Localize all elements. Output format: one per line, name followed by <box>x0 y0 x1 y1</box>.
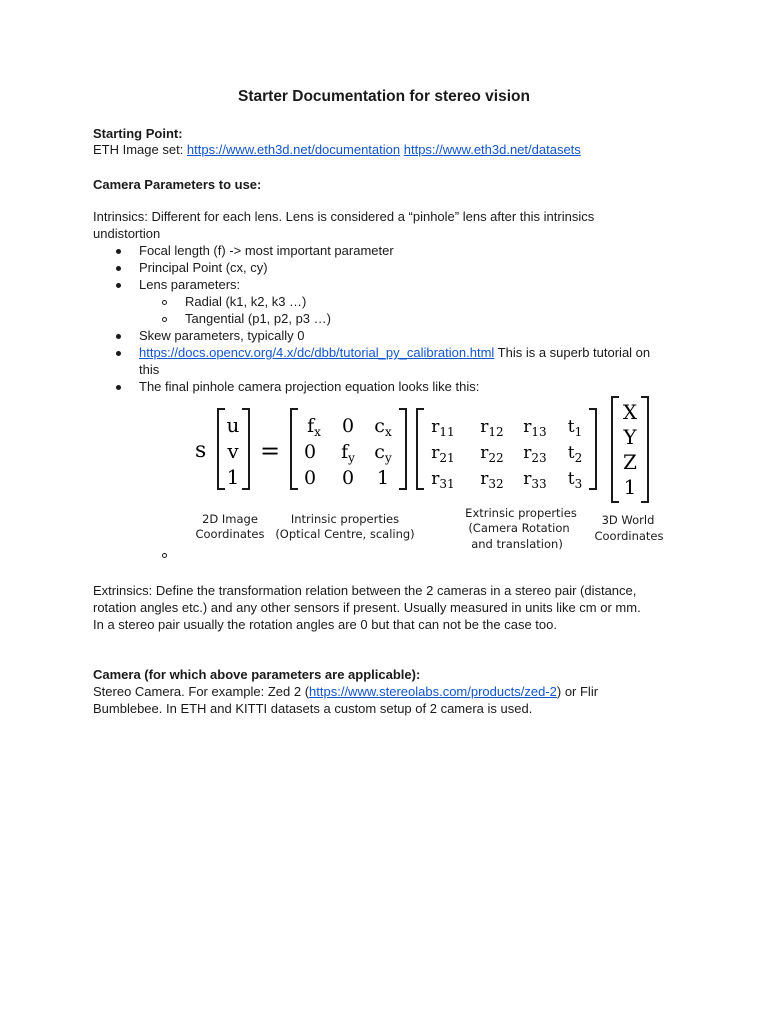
zed2-link[interactable]: https://www.stereolabs.com/products/zed-2 <box>309 684 557 699</box>
eq-r12: $r_{12}$ <box>480 417 504 439</box>
sub-bullet-circle <box>162 300 167 305</box>
projection-equation-figure <box>185 395 675 555</box>
bullet-tutorial <box>139 344 650 361</box>
camera-line-2: Bumblebee. In ETH and KITTI datasets a custom setup of 2 camera is used. <box>93 701 533 716</box>
bullet-dot <box>116 283 121 288</box>
extrinsics-line-2: rotation angles etc.) and any other sensors if present. Usually measured in units like cm or mm. <box>93 600 641 615</box>
eq-k21: 0 <box>303 441 317 463</box>
caption-extrinsic-1: Extrinsic properties <box>465 506 577 520</box>
caption-image-coords-2: Coordinates <box>195 527 265 541</box>
empty-sub-bullet-circle <box>162 553 167 558</box>
eq-r33: $r_{33}$ <box>523 469 547 491</box>
starting-point-line <box>93 141 581 158</box>
subscript: 32 <box>488 477 504 491</box>
subscript: 21 <box>439 451 455 465</box>
eq-t3: $t_3$ <box>567 469 583 491</box>
caption-intrinsic-2: (Optical Centre, scaling) <box>275 527 415 541</box>
camera-heading: Camera (for which above parameters are applicable): <box>93 667 421 682</box>
starting-point-heading: Starting Point: <box>93 126 183 141</box>
subscript: y <box>384 451 392 465</box>
eq-r31: $r_{31}$ <box>431 469 455 491</box>
eq-k31: 0 <box>303 467 317 489</box>
caption-extrinsic-3: and translation) <box>471 537 563 551</box>
eq-r23: $r_{23}$ <box>523 443 547 465</box>
subscript: 12 <box>488 425 504 439</box>
bullet-radial: Radial (k1, k2, k3 …) <box>185 294 307 309</box>
intrinsics-line-2: undistortion <box>93 226 161 241</box>
bullet-focal: Focal length (f) -> most important parameter <box>139 243 394 258</box>
bullet-dot <box>116 351 121 356</box>
subscript: 33 <box>531 477 547 491</box>
opencv-tutorial-link[interactable]: https://docs.opencv.org/4.x/dc/dbb/tutorial_py_calibration.html <box>139 345 495 360</box>
eq-k33: 1 <box>376 467 390 489</box>
caption-world-1: 3D World <box>601 513 655 527</box>
caption-extrinsic-2: (Camera Rotation <box>468 521 570 535</box>
eq-equals: = <box>260 437 281 465</box>
bullet-principal: Principal Point (cx, cy) <box>139 260 268 275</box>
eq-one: 1 <box>226 465 240 489</box>
bullet-skew: Skew parameters, typically 0 <box>139 328 305 343</box>
camera-suffix: ) or Flir <box>556 684 599 699</box>
eq-Z: Z <box>623 450 637 474</box>
camera-line-1 <box>93 683 598 700</box>
subscript: y <box>348 451 355 465</box>
subscript: x <box>384 425 392 439</box>
eq-r32: $r_{32}$ <box>480 469 504 491</box>
eq-cy: $c_y$ <box>374 441 392 465</box>
caption-world-2: Coordinates <box>594 529 664 543</box>
eth-documentation-link[interactable]: https://www.eth3d.net/documentation <box>186 142 401 157</box>
intrinsics-line-1: Intrinsics: Different for each lens. Lens is considered a “pinhole” lens after this intrinsics <box>93 209 595 224</box>
eq-v: v <box>227 439 239 463</box>
eq-Y: Y <box>623 425 637 449</box>
subscript: 23 <box>531 451 547 465</box>
bullet-dot <box>116 266 121 271</box>
eq-fx: $f_x$ <box>307 415 321 439</box>
eq-r22: $r_{22}$ <box>480 443 504 465</box>
bullet-dot <box>116 249 121 254</box>
eq-k12: 0 <box>341 415 355 437</box>
subscript: 31 <box>439 477 455 491</box>
tutorial-suffix: This is a superb tutorial on <box>494 345 651 360</box>
eq-u: u <box>226 413 240 437</box>
eq-cx: $c_x$ <box>374 415 392 439</box>
camera-params-heading: Camera Parameters to use: <box>93 177 262 192</box>
extrinsics-line-3: In a stereo pair usually the rotation angles are 0 but that can not be the case too. <box>93 617 557 632</box>
eq-r21: $r_{21}$ <box>431 443 455 465</box>
eq-t1: $t_1$ <box>567 417 583 439</box>
sub-bullet-circle <box>162 317 167 322</box>
eq-r13: $r_{13}$ <box>523 417 547 439</box>
document-title: Starter Documentation for stereo vision <box>238 88 530 105</box>
eq-r11: $r_{11}$ <box>431 417 455 439</box>
eq-W: 1 <box>623 475 637 499</box>
bullet-dot <box>116 385 121 390</box>
bullet-final: The final pinhole camera projection equation looks like this: <box>139 379 480 394</box>
eq-t2: $t_2$ <box>567 443 583 465</box>
subscript: x <box>314 425 321 439</box>
bullet-lens: Lens parameters: <box>139 277 241 292</box>
bullet-tutorial-line-2: this <box>139 362 160 377</box>
eth-datasets-link[interactable]: https://www.eth3d.net/datasets <box>403 142 581 157</box>
subscript: 3 <box>574 477 583 491</box>
eq-scale: s <box>195 438 207 463</box>
subscript: 22 <box>488 451 504 465</box>
caption-intrinsic-1: Intrinsic properties <box>290 512 400 526</box>
caption-image-coords-1: 2D Image <box>202 512 258 526</box>
eq-fy: $f_y$ <box>341 441 355 465</box>
subscript: 13 <box>531 425 547 439</box>
eq-k32: 0 <box>341 467 355 489</box>
eq-X: X <box>622 400 638 424</box>
subscript: 11 <box>439 425 455 439</box>
extrinsics-line-1: Extrinsics: Define the transformation relation between the 2 cameras in a stereo pair (distance, <box>93 583 637 598</box>
eth-prefix: ETH Image set: <box>93 142 187 157</box>
bullet-dot <box>116 334 121 339</box>
subscript: 2 <box>574 451 583 465</box>
camera-prefix: Stereo Camera. For example: Zed 2 ( <box>93 684 310 699</box>
bullet-tangential: Tangential (p1, p2, p3 …) <box>185 311 331 326</box>
subscript: 1 <box>574 425 583 439</box>
